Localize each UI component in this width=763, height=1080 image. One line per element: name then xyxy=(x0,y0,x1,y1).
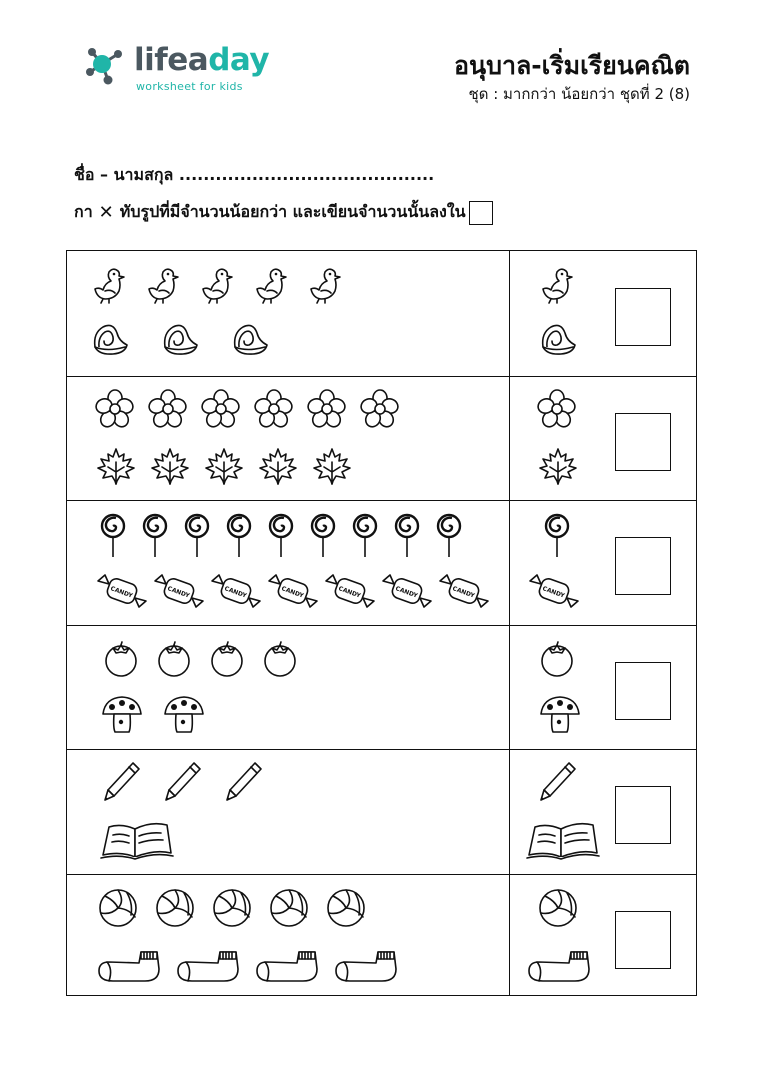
instruction xyxy=(74,200,493,225)
volleyball-icon xyxy=(268,887,310,929)
flower-icon xyxy=(254,389,294,429)
brand-name: lifeaday xyxy=(134,42,270,78)
row-divider xyxy=(67,625,696,626)
row-divider xyxy=(67,376,696,377)
lollipop-icon xyxy=(267,513,295,559)
candy-icon xyxy=(152,569,206,613)
row-divider xyxy=(67,749,696,750)
answer-box[interactable] xyxy=(615,786,671,844)
volleyball-icon xyxy=(211,887,253,929)
cross-mark-icon: ✕ xyxy=(98,202,114,223)
tomato-icon xyxy=(154,639,194,679)
volleyball-icon xyxy=(154,887,196,929)
book-icon xyxy=(525,815,601,861)
brand-logo xyxy=(82,38,282,98)
molecule-logo-icon xyxy=(82,40,132,90)
candy-icon xyxy=(527,569,581,613)
answer-box[interactable] xyxy=(615,413,671,471)
instruction-text: ทับรูปที่มีจำนวนน้อยกว่า และเขียนจำนวนนั้นลงใน xyxy=(119,202,466,221)
svg-text:CANDY: CANDY xyxy=(223,585,248,600)
pencil-icon xyxy=(223,759,263,803)
duck-icon xyxy=(197,265,237,305)
lollipop-icon xyxy=(393,513,421,559)
flower-icon xyxy=(148,389,188,429)
flower-icon xyxy=(537,389,577,429)
candy-icon xyxy=(266,569,320,613)
brand-tagline: worksheet for kids xyxy=(136,80,243,93)
flower-icon xyxy=(95,389,135,429)
candy-icon xyxy=(95,569,149,613)
instruction-prefix: กา xyxy=(74,202,93,221)
leaf-icon xyxy=(95,446,137,486)
lollipop-icon xyxy=(183,513,211,559)
row-divider xyxy=(67,500,696,501)
pencil-icon xyxy=(537,759,577,803)
leaf-icon xyxy=(257,446,299,486)
answer-box-example xyxy=(469,201,493,225)
tomato-icon xyxy=(207,639,247,679)
flower-icon xyxy=(307,389,347,429)
student-name-field[interactable]: ชื่อ – นามสกุล .......................................... xyxy=(74,165,435,184)
tomato-icon xyxy=(101,639,141,679)
mushroom-icon xyxy=(161,692,207,736)
pencil-icon xyxy=(162,759,202,803)
svg-text:CANDY: CANDY xyxy=(451,585,476,600)
tomato-icon xyxy=(537,639,577,679)
svg-text:CANDY: CANDY xyxy=(109,585,134,600)
book-icon xyxy=(99,815,175,861)
exercise-table xyxy=(66,250,697,996)
leaf-icon xyxy=(149,446,191,486)
candy-icon xyxy=(209,569,263,613)
candy-icon xyxy=(323,569,377,613)
sock-icon xyxy=(95,947,165,987)
candy-icon xyxy=(437,569,491,613)
duck-icon xyxy=(251,265,291,305)
svg-text:CANDY: CANDY xyxy=(394,585,419,600)
mushroom-icon xyxy=(99,692,145,736)
worksheet-subtitle: ชุด : มากกว่า น้อยกว่า ชุดที่ 2 (8) xyxy=(468,85,690,103)
duck-icon xyxy=(305,265,345,305)
shell-icon xyxy=(537,319,577,359)
duck-icon xyxy=(537,265,577,305)
lollipop-icon xyxy=(543,513,571,559)
flower-icon xyxy=(201,389,241,429)
sock-icon xyxy=(174,947,244,987)
shell-icon xyxy=(89,319,129,359)
svg-text:CANDY: CANDY xyxy=(541,585,566,600)
volleyball-icon xyxy=(537,887,579,929)
sock-icon xyxy=(525,947,595,987)
tomato-icon xyxy=(260,639,300,679)
answer-box[interactable] xyxy=(615,662,671,720)
duck-icon xyxy=(89,265,129,305)
worksheet-title: อนุบาล-เริ่มเรียนคณิต xyxy=(453,51,690,80)
lollipop-icon xyxy=(309,513,337,559)
svg-text:CANDY: CANDY xyxy=(337,585,362,600)
lollipop-icon xyxy=(99,513,127,559)
leaf-icon xyxy=(537,446,579,486)
answer-box[interactable] xyxy=(615,537,671,595)
lollipop-icon xyxy=(435,513,463,559)
answer-box[interactable] xyxy=(615,911,671,969)
lollipop-icon xyxy=(141,513,169,559)
sock-icon xyxy=(332,947,402,987)
lollipop-icon xyxy=(225,513,253,559)
duck-icon xyxy=(143,265,183,305)
lollipop-icon xyxy=(351,513,379,559)
leaf-icon xyxy=(203,446,245,486)
svg-text:CANDY: CANDY xyxy=(280,585,305,600)
mushroom-icon xyxy=(537,692,583,736)
volleyball-icon xyxy=(325,887,367,929)
shell-icon xyxy=(229,319,269,359)
pencil-icon xyxy=(101,759,141,803)
flower-icon xyxy=(360,389,400,429)
leaf-icon xyxy=(311,446,353,486)
shell-icon xyxy=(159,319,199,359)
sock-icon xyxy=(253,947,323,987)
answer-box[interactable] xyxy=(615,288,671,346)
candy-icon xyxy=(380,569,434,613)
volleyball-icon xyxy=(97,887,139,929)
svg-text:CANDY: CANDY xyxy=(166,585,191,600)
row-divider xyxy=(67,874,696,875)
